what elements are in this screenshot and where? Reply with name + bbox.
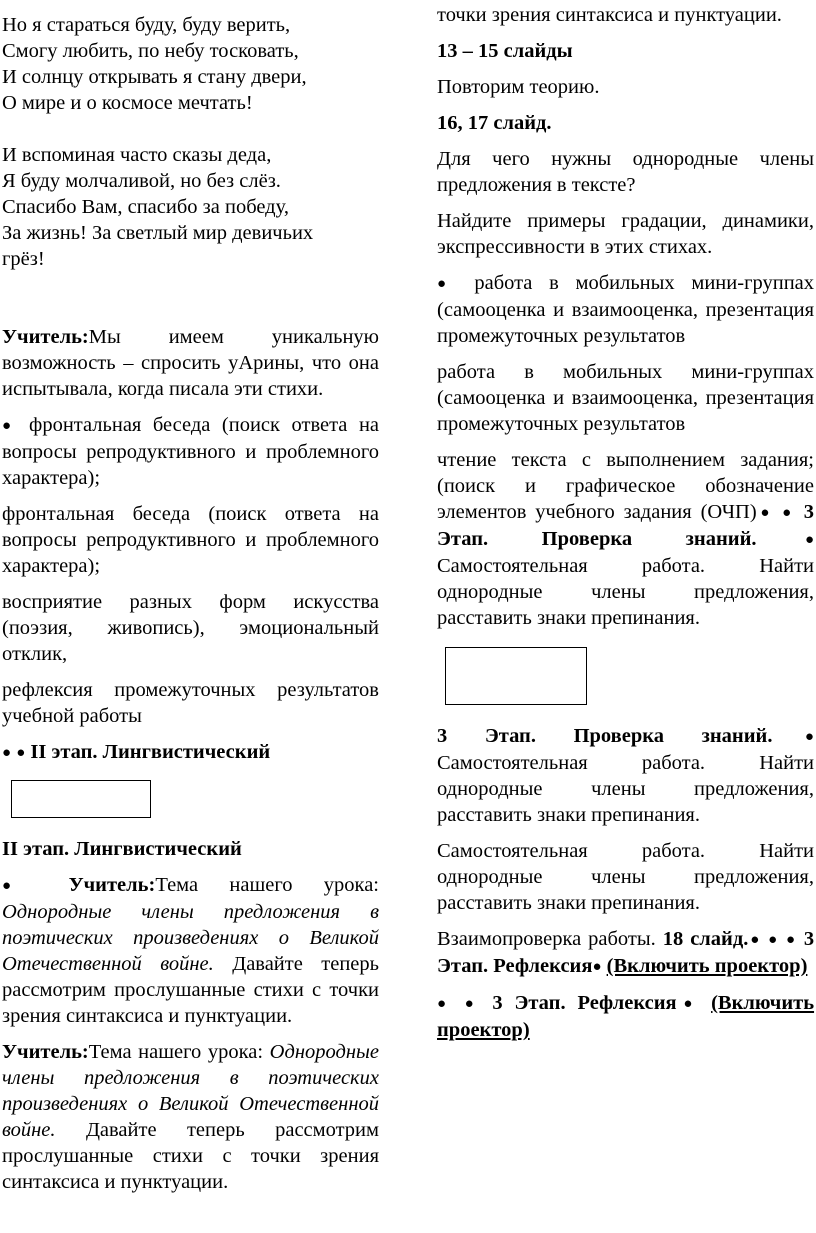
poem-line: И солнцу открывать я стану двери, [2,66,307,88]
poem-line: За жизнь! За светлый мир девичьих [2,222,314,244]
bullet-icon: ● [772,729,814,745]
bullet-icon: ● [756,505,774,521]
group-work-text: работа в мобильных мини-группах (самооценка и взаимооценка, презентация промежуточных результатов [437,272,815,347]
peer-check-block [437,926,814,980]
bullet-icon: ● [437,276,458,292]
lesson-rest: Давайте теперь рассмотрим прослушанные стихи с точки зрения синтаксиса и пунктуации. [2,1119,379,1193]
left-column [2,0,379,1195]
bullet-icon: ● [676,996,700,1012]
lesson-topic [2,1039,379,1195]
slide-18: 18 слайд. [662,928,749,950]
bullet-icon: ● [437,996,453,1012]
empty-frame [11,780,151,818]
poem-line: Но я стараться буду, буду верить, [2,14,291,36]
group-work-bulleted [437,270,814,349]
teacher-label: Учитель: [68,874,156,896]
question-find: Найдите примеры градации, динамики, экспрессивности в этих стихах. [437,210,814,258]
continuation-text: точки зрения синтаксиса и пунктуации. [437,4,782,26]
peer-check: Взаимопроверка работы. [437,928,656,950]
empty-frame [445,647,587,705]
frontal-talk-text: фронтальная беседа (поиск ответа на вопросы репродуктивного и проблемного характера); [2,414,380,489]
stage2-heading-text: II этап. Лингвистический [2,838,242,860]
lesson-topic: Однородные члены предложения в поэтических произведениях о Великой Отечественной войне. [2,901,379,975]
teacher-label: Учитель: [2,1041,89,1063]
stage3-check-block [437,723,814,828]
independent-work: Самостоятельная работа. Найти однородные члены предложения, расставить знаки препинания. [437,752,814,826]
reading-task-block [437,447,814,631]
lesson-rest: Давайте теперь рассмотрим прослушанные стихи с точки зрения синтаксиса и пунктуации. [2,953,380,1027]
frontal-talk: фронтальная беседа (поиск ответа на вопросы репродуктивного и проблемного характера); [2,503,379,577]
projector-link: (Включить проектор) [606,955,808,977]
poem-stanza-1 [2,12,379,116]
lesson-topic-bulleted [2,872,379,1029]
stage3-check: 3 Этап. Проверка знаний. [437,501,815,550]
right-column [437,0,814,1043]
bullet-icon: ● [2,418,18,434]
independent-work: Самостоятельная работа. Найти однородные члены предложения, расставить знаки препинания. [437,555,814,629]
stage3-check: 3 Этап. Проверка знаний. [437,725,773,747]
reflection-block [437,990,814,1043]
stage2-heading-text: II этап. Лингвистический [30,741,271,763]
question-purpose: Для чего нужны однородные члены предложения в тексте? [437,148,814,196]
reflection-text: рефлексия промежуточных результатов учебной работы [2,679,379,727]
poem-line: Я буду молчаливой, но без слёз. [2,170,281,192]
poem-line: Спасибо Вам, спасибо за победу, [2,196,289,218]
teacher-remark [2,324,379,402]
bullet-icon: ● [2,745,12,761]
poem-line: грёз! [2,248,45,270]
projector-link: (Включить проектор) [437,992,815,1041]
bullet-icon: ● [768,932,779,948]
stage2-heading-bulleted [2,739,379,766]
poem-stanza-2 [2,142,379,272]
slides-13-15-text: 13 – 15 слайды [437,40,573,62]
poem-line: О мире и о космосе мечтать! [2,92,253,114]
perception-text: восприятие разных форм искусства (поэзия, живопись), эмоциональный отклик, [2,591,379,665]
bullet-icon: ● [592,959,602,975]
reading-task-text: чтение текста с выполнением задания;(поиск и графическое обозначение элементов учебного задания (ОЧП) [437,449,814,523]
lesson-intro: Тема нашего урока: [155,874,380,896]
bullet-icon: ● [782,505,795,521]
bullet-icon: ● [464,996,481,1012]
group-work: работа в мобильных мини-группах (самооценка и взаимооценка, презентация промежуточных результатов [437,361,814,435]
frontal-talk-bulleted [2,412,379,491]
poem-line: И вспоминая часто сказы деда, [2,144,272,166]
slides-16-17 [437,110,814,136]
slides-13-15 [437,38,814,64]
repeat-theory: Повторим теорию. [437,76,600,98]
slides-16-17-text: 16, 17 слайд. [437,112,552,134]
independent-work: Самостоятельная работа. Найти однородные члены предложения, расставить знаки препинания. [437,840,814,914]
stage2-heading [2,836,379,862]
poem-line: Смогу любить, по небу тосковать, [2,40,299,62]
lesson-topic: Однородные члены предложения в поэтических произведениях о Великой Отечественной войне. [2,1041,379,1141]
bullet-icon: ● [2,878,38,894]
stage3-reflection: 3 Этап. Рефлексия [492,992,677,1014]
bullet-icon: ● [16,745,26,761]
teacher-label: Учитель: [2,326,89,348]
bullet-icon: ● [785,932,797,948]
stage3-reflection: 3 Этап. Рефлексия [437,928,815,977]
teacher-text: Мы имеем уникальную возможность – спросить уАрины, что она испытывала, когда писала эти стихи. [2,326,379,400]
bullet-icon: ● [756,532,814,548]
bullet-icon: ● [748,932,762,948]
lesson-intro: Тема нашего урока: [88,1041,264,1063]
